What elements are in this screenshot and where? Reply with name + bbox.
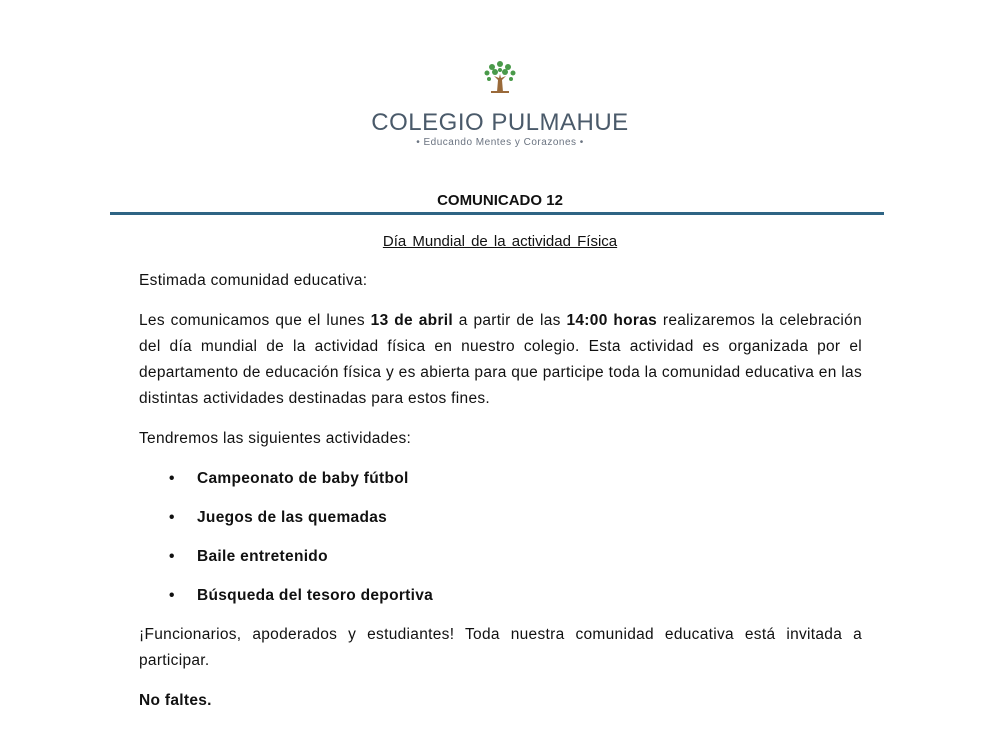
document-title: COMUNICADO 12 <box>437 192 563 209</box>
text-segment: a partir de las <box>453 312 567 329</box>
closing-line <box>139 688 862 714</box>
text-segment: realizaremos la celebración del día mundial de la actividad física en nuestro colegio. Esta actividad es organizada por el departamento de educación física y es abierta para que participe toda la comunidad educativa en las distintas actividades destinadas para estos fines. <box>139 312 862 407</box>
text-segment: Les comunicamos que el lunes <box>139 312 371 329</box>
list-item: • Baile entretenido <box>197 544 862 570</box>
greeting: Estimada comunidad educativa: <box>139 272 368 289</box>
school-tagline: • Educando Mentes y Corazones • <box>416 137 584 148</box>
event-date: 13 de abril <box>370 312 453 329</box>
activities-list <box>139 466 862 609</box>
invitation-paragraph: ¡Funcionarios, apoderados y estudiantes! Toda nuestra comunidad educativa está invitada a participar. <box>139 626 862 669</box>
document-body <box>139 268 862 728</box>
list-item: • Juegos de las quemadas <box>197 505 862 531</box>
title-divider <box>110 212 884 215</box>
closing-text: No faltes. <box>139 692 212 709</box>
announcement-paragraph <box>139 308 862 412</box>
tree-logo-icon <box>480 58 520 94</box>
school-logo <box>0 58 1000 150</box>
event-time: 14:00 horas <box>566 312 658 329</box>
list-item: • Búsqueda del tesoro deportiva <box>197 583 862 609</box>
list-item: • Campeonato de baby fútbol <box>197 466 862 492</box>
school-name: COLEGIO PULMAHUE <box>371 109 629 136</box>
activities-intro: Tendremos las siguientes actividades: <box>139 430 412 447</box>
document-subtitle: Día Mundial de la actividad Física <box>382 233 618 250</box>
